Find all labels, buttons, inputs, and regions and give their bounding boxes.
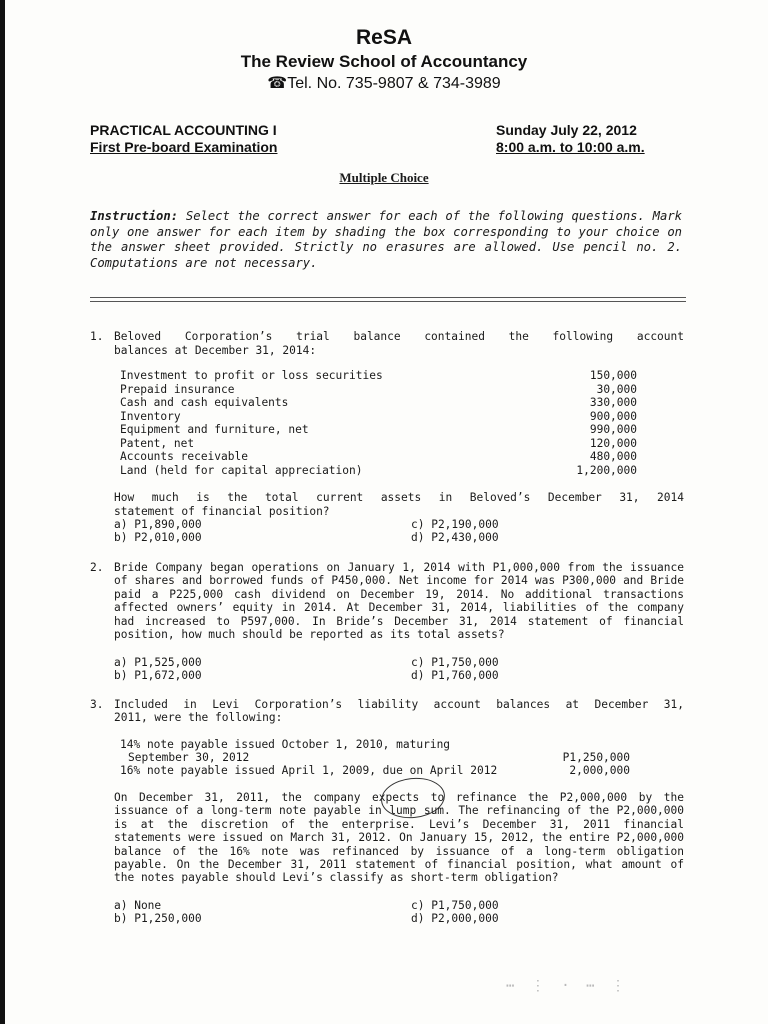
exam-subject: PRACTICAL ACCOUNTING I bbox=[90, 122, 277, 138]
question-number: 3. bbox=[90, 698, 104, 711]
question-prompt: How much is the total current assets in Beloved’s December 31, 2014 bbox=[114, 491, 684, 504]
school-name: The Review School of Accountancy bbox=[240, 52, 528, 71]
question-prompt: statement of financial position? bbox=[114, 505, 330, 518]
account-amount: 330,000 bbox=[589, 396, 637, 409]
account-name: Prepaid insurance bbox=[120, 382, 235, 396]
question-stem: Beloved Corporation’s trial balance contained the following account bbox=[114, 330, 684, 343]
note-amount: 2,000,000 bbox=[569, 764, 630, 777]
exam-time: 8:00 a.m. to 10:00 a.m. bbox=[496, 139, 645, 155]
question-stem: 2011, were the following: bbox=[114, 711, 283, 724]
telephone-icon: ☎ bbox=[267, 75, 288, 92]
instruction-text: Select the correct answer for each of the following questions. Mark only one answer for each item by shading the box corresponding to your choice on the answer sheet provided. Strictly no erasures are allowed. Use pencil no. 2. Computations are not necessary. bbox=[90, 209, 682, 270]
account-amount: 30,000 bbox=[596, 382, 637, 396]
note-description: September 30, 2012 bbox=[128, 751, 250, 764]
account-amount: 120,000 bbox=[589, 436, 637, 450]
question-number: 2. bbox=[90, 561, 104, 574]
divider-line bbox=[90, 297, 686, 298]
choice-c: c) P1,750,000 bbox=[411, 656, 499, 669]
exam-title: First Pre-board Examination bbox=[90, 139, 278, 155]
note-amount: P1,250,000 bbox=[562, 751, 630, 764]
exam-date: Sunday July 22, 2012 bbox=[496, 122, 637, 138]
choice-a: a) P1,890,000 bbox=[114, 518, 202, 531]
choice-d: d) P1,760,000 bbox=[411, 669, 499, 682]
school-short-name: ReSA bbox=[355, 26, 413, 49]
page-left-edge bbox=[0, 0, 5, 1024]
note-description: 14% note payable issued October 1, 2010, maturing bbox=[120, 738, 451, 751]
choice-a: a) None bbox=[114, 899, 162, 912]
question-stem: Included in Levi Corporation’s liability account balances at December 31, bbox=[114, 698, 684, 711]
account-amount: 990,000 bbox=[589, 423, 637, 436]
account-amount: 900,000 bbox=[589, 409, 637, 423]
choice-d: d) P2,430,000 bbox=[411, 531, 499, 544]
account-amount: 480,000 bbox=[589, 450, 637, 463]
choice-d: d) P2,000,000 bbox=[411, 912, 499, 925]
section-title: Multiple Choice bbox=[339, 170, 429, 185]
account-name: Accounts receivable bbox=[120, 450, 248, 463]
account-amount: 1,200,000 bbox=[576, 463, 637, 477]
instruction-label: Instruction: bbox=[90, 209, 179, 223]
account-name: Investment to profit or loss securities bbox=[120, 369, 383, 382]
question-text: On December 31, 2011, the company expects to refinance the P2,000,000 by the issuance of a long-term note payable in lump sum. The refinancing of the P2,000,000 is at the discretion of the enterprise. Levi’s December 31, 2011 financial statements were issued on March 31, 2012. On January 15, 2012, the entire P2,000,000 balance of the 16% note was refinanced by issuance of a long-term obligation payable. On the December 31, 2011 statement of financial position, what amount of the notes payable should Levi’s classify as short-term obligation? bbox=[114, 791, 684, 885]
choice-c: c) P1,750,000 bbox=[411, 899, 499, 912]
question-number: 1. bbox=[90, 330, 104, 343]
choice-b: b) P1,250,000 bbox=[114, 912, 202, 925]
account-amount: 150,000 bbox=[589, 369, 637, 382]
choice-c: c) P2,190,000 bbox=[411, 518, 499, 531]
faint-bleed-through-marks: ⋯ ⋮ · ⋯ ⋮ bbox=[506, 978, 630, 994]
account-name: Inventory bbox=[120, 409, 181, 423]
choice-b: b) P2,010,000 bbox=[114, 531, 202, 544]
choice-b: b) P1,672,000 bbox=[114, 669, 202, 682]
account-name: Equipment and furniture, net bbox=[120, 423, 309, 436]
account-name: Cash and cash equivalents bbox=[120, 396, 289, 409]
question-stem: balances at December 31, 2014: bbox=[114, 344, 317, 357]
account-name: Patent, net bbox=[120, 436, 195, 450]
note-description: 16% note payable issued April 1, 2009, due on April 2012 bbox=[120, 764, 498, 777]
question-text: Bride Company began operations on January 1, 2014 with P1,000,000 from the issuance of shares and borrowed funds of P450,000. Net income for 2014 was P300,000 and Bride paid a P225,000 cash dividend on December 19, 2014. No additional transactions affected owners’ equity in 2014. At December 31, 2014, liabilities of the company had increased to P597,000. In Bride’s December 31, 2014 statement of financial position, how much should be reported as its total assets? bbox=[114, 561, 684, 642]
instruction-block bbox=[90, 209, 682, 271]
choice-a: a) P1,525,000 bbox=[114, 656, 202, 669]
phone-line bbox=[0, 73, 768, 93]
account-name: Land (held for capital appreciation) bbox=[120, 463, 363, 477]
phone-number: Tel. No. 735-9807 & 734-3989 bbox=[287, 75, 501, 92]
divider-line bbox=[90, 301, 686, 302]
